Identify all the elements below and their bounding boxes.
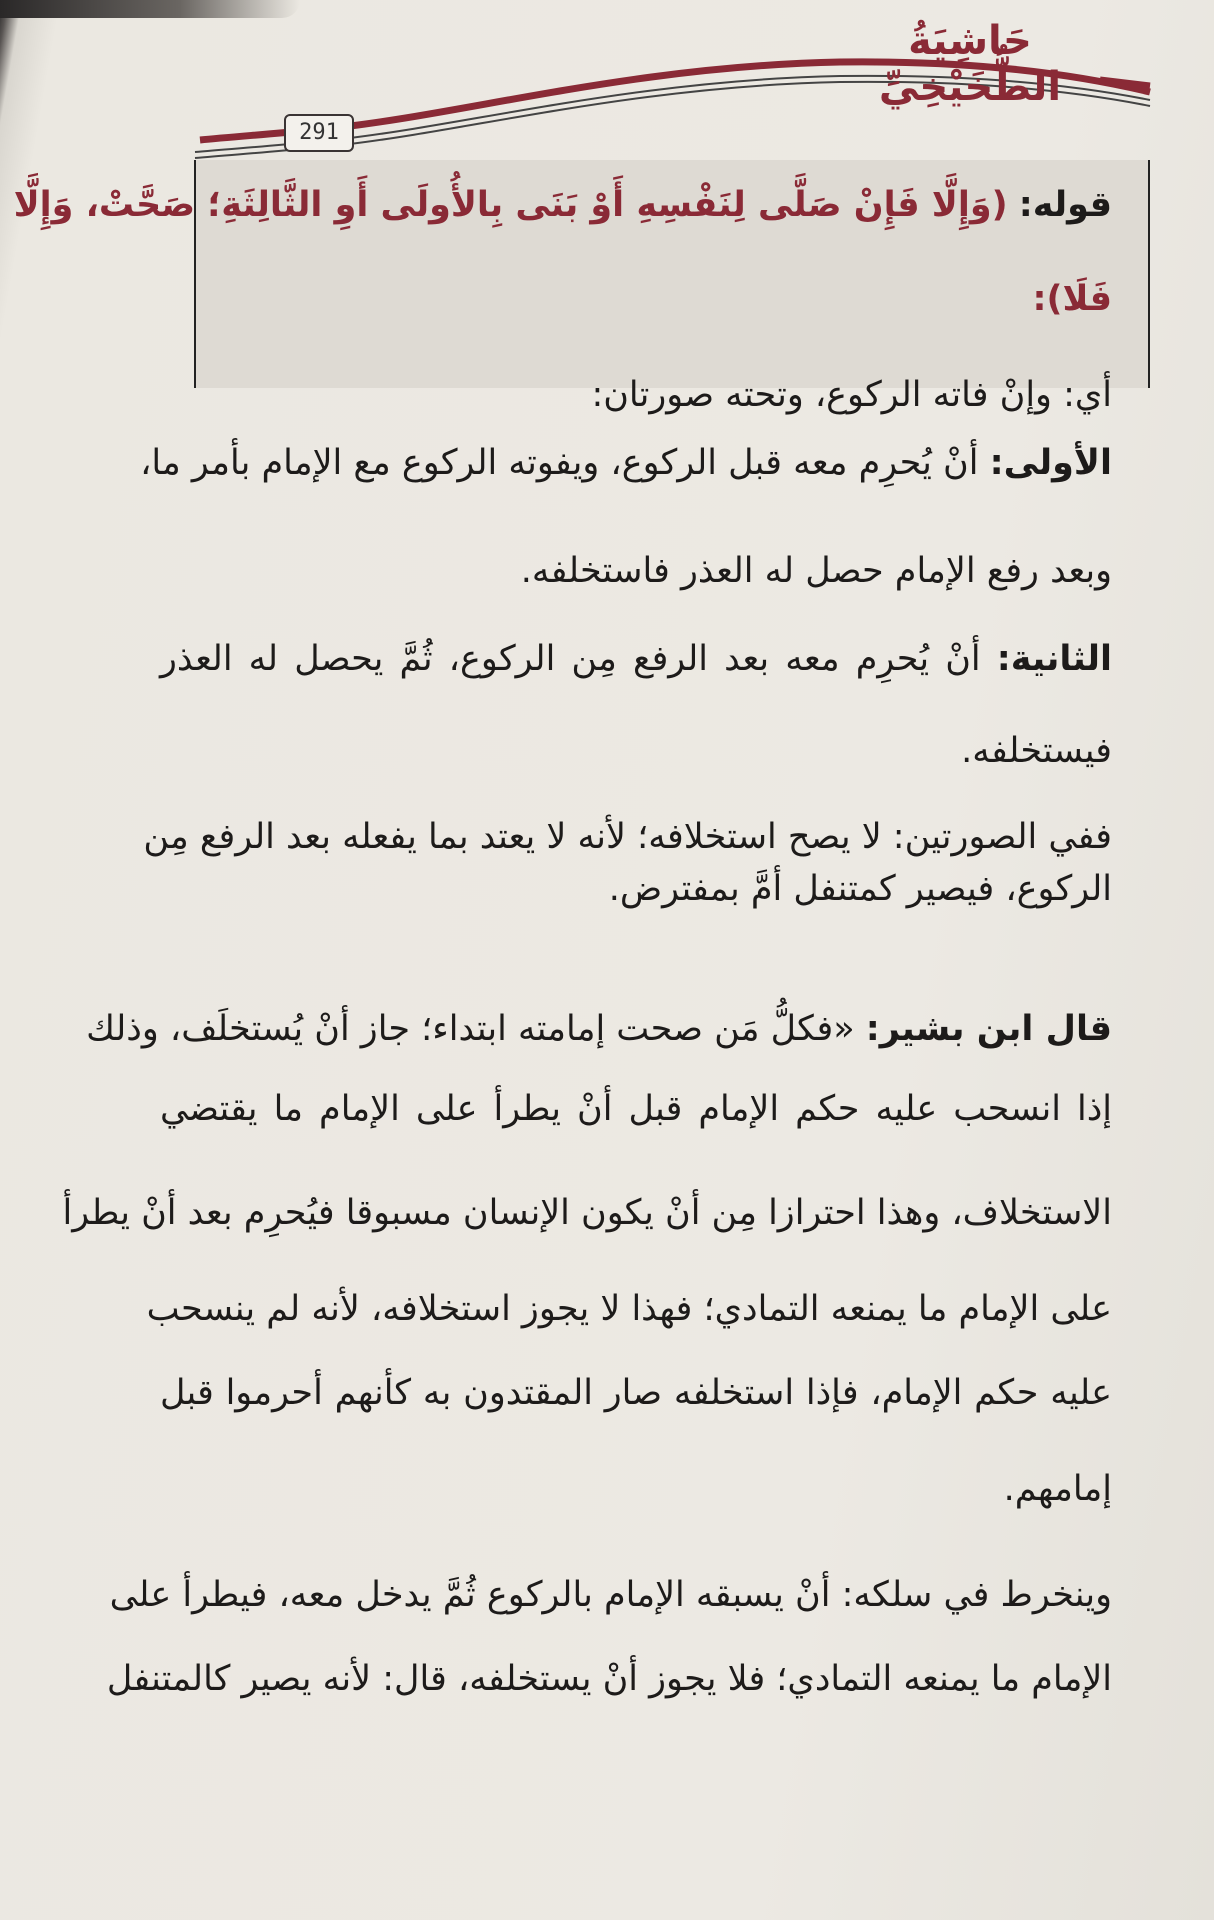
text-span: أنْ يُحرِم معه قبل الركوع، ويفوته الركوع مع الإمام بأمر ما، <box>140 443 979 483</box>
page-number: 291 <box>284 114 354 152</box>
text-line: وبعد رفع الإمام حصل له العذر فاستخلفه. <box>520 551 1112 591</box>
quote-line-2: فَلَا): <box>1032 279 1112 319</box>
text-line: الركوع، فيصير كمتنفل أمَّ بمفترض. <box>608 869 1112 909</box>
text-span: أنْ يُحرِم معه بعد الرفع مِن الركوع، ثُمَّ يحصل له العذر <box>160 639 981 679</box>
text-line: الإمام ما يمنعه التمادي؛ فلا يجوز أنْ يستخلفه، قال: لأنه يصير كالمتنفل <box>106 1659 1112 1699</box>
text-line: على الإمام ما يمنعه التمادي؛ فهذا لا يجوز استخلافه، لأنه لم ينسحب <box>146 1289 1112 1329</box>
text-line: وينخرط في سلكه: أنْ يسبقه الإمام بالركوع ثُمَّ يدخل معه، فيطرأ على <box>109 1575 1112 1615</box>
quote-text: (وَإِلَّا فَإِنْ صَلَّى لِنَفْسِهِ أَوْ بَنَى بِالأُولَى أَوِ الثَّالِثَةِ؛ صَحَّتْ، وَإِلَّا <box>13 185 1008 225</box>
quote-label: قوله: <box>1018 185 1112 225</box>
text-line: ففي الصورتين: لا يصح استخلافه؛ لأنه لا يعتد بما يفعله بعد الرفع مِن <box>143 817 1112 857</box>
text-line: إذا انسحب عليه حكم الإمام قبل أنْ يطرأ على الإمام ما يقتضي <box>160 1089 1112 1129</box>
text-line: أي: وإنْ فاته الركوع، وتحته صورتان: <box>591 375 1112 415</box>
text-line <box>160 634 1112 684</box>
text-line <box>86 1004 1112 1054</box>
text-line: الاستخلاف، وهذا احترازا مِن أنْ يكون الإنسان مسبوقا فيُحرِم بعد أنْ يطرأ <box>62 1193 1112 1233</box>
text-line <box>140 438 1112 488</box>
paragraph-label: الثانية: <box>996 639 1112 679</box>
paragraph-label: قال ابن بشير: <box>865 1009 1112 1049</box>
paragraph-label: الأولى: <box>989 443 1112 483</box>
text-line: إمامهم. <box>1003 1469 1112 1509</box>
quote-line-1 <box>13 180 1112 230</box>
text-span: «فكلُّ مَن صحت إمامته ابتداء؛ جاز أنْ يُستخلَف، وذلك <box>86 1009 855 1049</box>
text-line: عليه حكم الإمام، فإذا استخلفه صار المقتدون به كأنهم أحرموا قبل <box>160 1373 1112 1413</box>
book-title: حَاشِيَةُ الطُّخَيْخِيِّ <box>878 18 1062 110</box>
text-line: فيستخلفه. <box>961 731 1112 771</box>
